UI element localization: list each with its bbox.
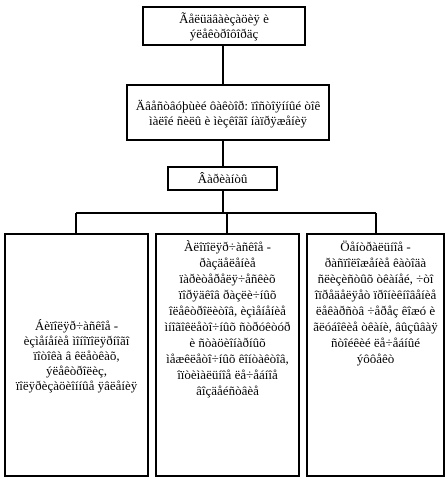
right-box-label: Öåíòðàëüíîå - ðàñïîëîæåíèå êàòîäà ñëèçèñòûõ òêàíåé, ÷òî îïðåäåëÿåò ïðîíèêíîâåíèå ëåêàðñòâ ÷åðåç êîæó è ãëóáîêèå òêàíè, âûçûâàÿ ñòîéêèé ëå÷åáíûé ýôôåêò [313, 239, 438, 366]
bottom-box-label: Âàðèàíòû [197, 171, 248, 186]
top-box-label: Ãåëüäâàèçàöèÿ è ýëåêòðîôîðäç [179, 11, 269, 41]
left-box-label: Áèïîëÿð÷àñêîå - èçìåíåíèå ìîíîïîëÿðíîãî ïîòîêà â êëåòêàõ, ýëåêòðîëèç, ïîëÿðèçàöèîííûå ÿâëåíèÿ [15, 317, 138, 393]
bottom-box [167, 166, 278, 191]
right-box [306, 233, 445, 477]
center-box [155, 233, 300, 477]
left-box [4, 233, 149, 477]
center-box-label: Àëîïîëÿð÷àñêîå - ðàçäåëåíèå ïàðèòåðåëÿ÷åñêèõ ïîðÿäêîâ ðàçëè÷íûõ îëåêòðîëèòîâ, èçìåíåíèå ìíîãîêëåòî÷íûõ ñòðóêòóð è ñòàöèîíàðíûõ ìåæêëåòî÷íûõ êîíòàêòîâ, îïòèìàëüíîå ëå÷åáíîå âîçäåéñòâèå [164, 239, 291, 398]
middle-box-label: Äâåñòâóþùèé ôàêòîð: ïîñòîÿííûé òîê ìàëîé ñèëû è ìèçêîãî íàïðÿæåíèÿ [135, 97, 321, 128]
middle-box [126, 84, 330, 141]
top-box [142, 6, 306, 46]
